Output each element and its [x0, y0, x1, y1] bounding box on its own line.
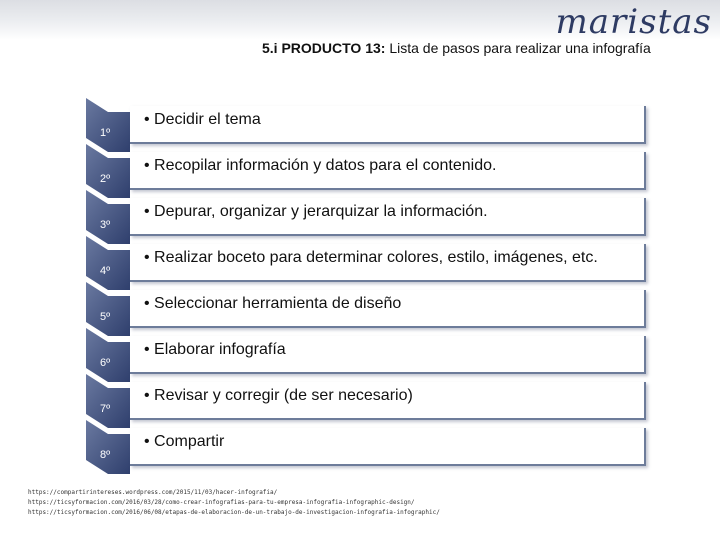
title-rest: Lista de pasos para realizar una infografía — [385, 40, 651, 56]
step-3 — [86, 198, 646, 236]
step-number: 4º — [100, 265, 111, 277]
step-box — [130, 382, 646, 420]
maristas-logo: maristas — [555, 2, 712, 42]
chevron-arrow-icon — [86, 420, 130, 474]
step-number: 8º — [100, 449, 111, 461]
step-text: • Revisar y corregir (de ser necesario) — [144, 387, 413, 404]
step-box — [130, 198, 646, 236]
step-text: • Decidir el tema — [144, 111, 261, 128]
step-box — [130, 290, 646, 328]
step-text: • Depurar, organizar y jerarquizar la información. — [144, 203, 488, 220]
reference-link[interactable]: https://ticsyformacion.com/2016/06/08/etapas-de-elaboracion-de-un-trabajo-de-investigacion-infografia-infographic/ — [28, 509, 440, 516]
step-text: • Elaborar infografía — [144, 341, 286, 358]
step-number: 3º — [100, 219, 111, 231]
step-number: 5º — [100, 311, 111, 323]
reference-link[interactable]: https://ticsyformacion.com/2016/03/28/como-crear-infografias-para-tu-empresa-infografia-infographic-design/ — [28, 499, 415, 506]
step-number: 7º — [100, 403, 111, 415]
step-box — [130, 152, 646, 190]
step-text: • Compartir — [144, 433, 225, 450]
step-7 — [86, 382, 646, 420]
step-number: 6º — [100, 357, 111, 369]
step-8 — [86, 428, 646, 466]
step-text: • Realizar boceto para determinar colores, estilo, imágenes, etc. — [144, 249, 598, 266]
step-box — [130, 244, 646, 282]
step-text: • Seleccionar herramienta de diseño — [144, 295, 402, 312]
step-box — [130, 428, 646, 466]
step-2 — [86, 152, 646, 190]
step-5 — [86, 290, 646, 328]
step-box — [130, 336, 646, 374]
step-box — [130, 106, 646, 144]
step-6 — [86, 336, 646, 374]
page-title — [262, 40, 712, 56]
step-1 — [86, 106, 646, 144]
step-number: 2º — [100, 173, 111, 185]
title-bold: 5.i PRODUCTO 13: — [262, 40, 386, 56]
references — [28, 488, 708, 518]
step-text: • Recopilar información y datos para el contenido. — [144, 157, 497, 174]
step-number: 1º — [100, 127, 111, 139]
reference-link[interactable]: https://compartirintereses.wordpress.com/2015/11/03/hacer-infografia/ — [28, 489, 278, 496]
step-4 — [86, 244, 646, 282]
